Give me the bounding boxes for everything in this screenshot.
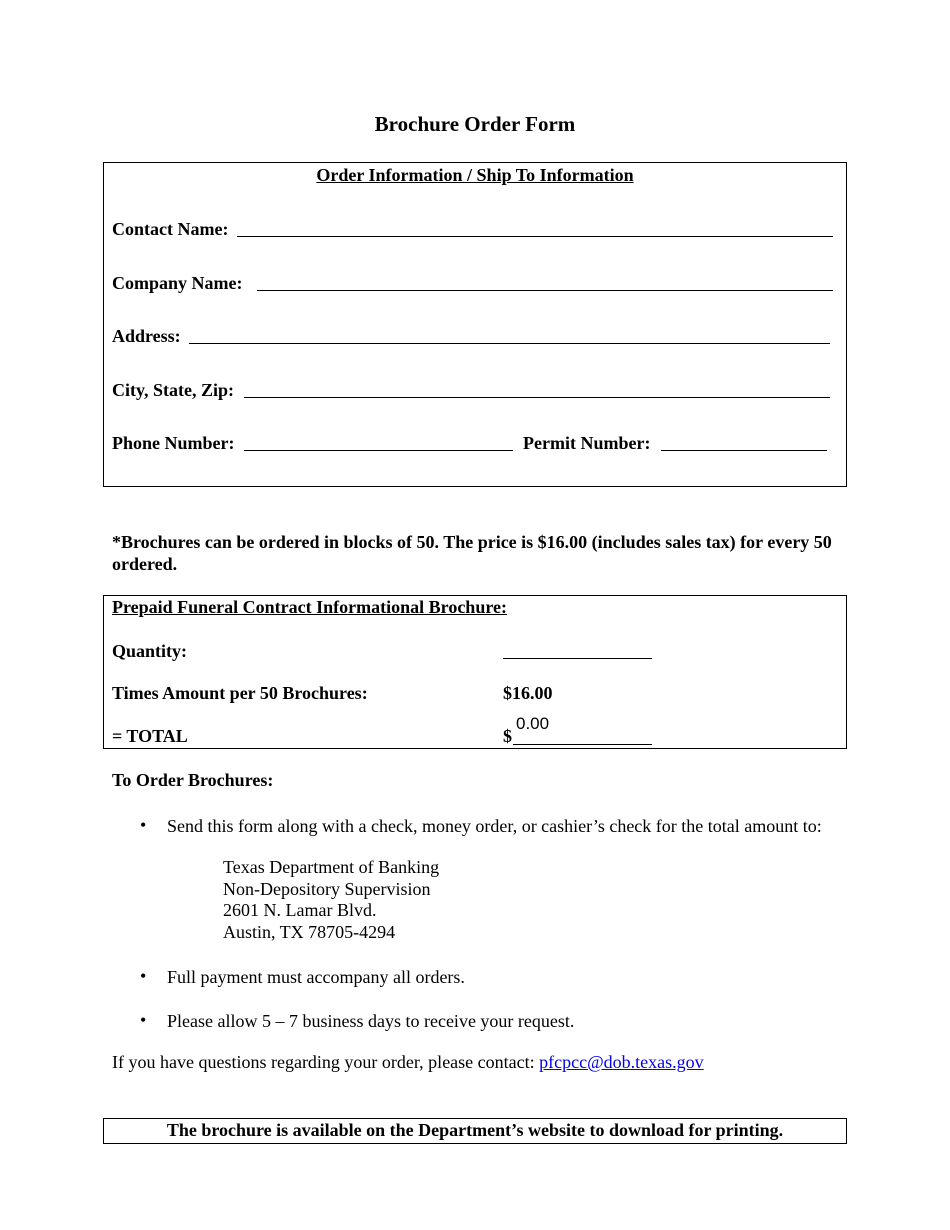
city-state-zip-label: City, State, Zip: — [112, 380, 235, 400]
contact-name-label: Contact Name: — [112, 219, 229, 239]
bullet-3: • — [140, 1010, 147, 1030]
order-info-heading: Order Information / Ship To Information — [316, 165, 634, 185]
contact-line — [112, 1052, 704, 1073]
address-line-1: Texas Department of Banking — [223, 857, 440, 877]
phone-number-field[interactable] — [244, 450, 513, 451]
address-line-3: 2601 N. Lamar Blvd. — [223, 900, 377, 920]
permit-number-label: Permit Number: — [523, 433, 651, 453]
company-name-label: Company Name: — [112, 273, 243, 293]
total-currency: $ — [503, 726, 512, 746]
total-field-line — [513, 744, 652, 745]
bullet-1: • — [140, 815, 147, 835]
contact-email-link[interactable]: pfcpcc@dob.texas.gov — [539, 1052, 704, 1072]
bullet-2-text: Full payment must accompany all orders. — [167, 967, 465, 987]
phone-number-label: Phone Number: — [112, 433, 235, 453]
price-note: *Brochures can be ordered in blocks of 50. The price is $16.00 (includes sales tax) for every 50 ordered. — [112, 532, 832, 574]
quantity-label: Quantity: — [112, 641, 188, 661]
address-field[interactable] — [189, 343, 830, 344]
brochure-calc-box — [103, 595, 847, 749]
bullet-2: • — [140, 966, 147, 986]
contact-text: If you have questions regarding your order, please contact: — [112, 1052, 535, 1072]
city-state-zip-field[interactable] — [244, 397, 830, 398]
brochure-heading: Prepaid Funeral Contract Informational Brochure: — [112, 597, 507, 617]
permit-number-field[interactable] — [661, 450, 827, 451]
address-label: Address: — [112, 326, 181, 346]
page-title: Brochure Order Form — [374, 112, 576, 136]
times-amount-label: Times Amount per 50 Brochures: — [112, 683, 368, 703]
total-label: = TOTAL — [112, 726, 188, 746]
to-order-heading: To Order Brochures: — [112, 770, 274, 790]
times-amount-value: $16.00 — [503, 683, 553, 703]
footer-note: The brochure is available on the Department’s website to download for printing. — [166, 1120, 784, 1140]
contact-name-field[interactable] — [237, 236, 833, 237]
quantity-field[interactable] — [503, 658, 652, 659]
bullet-1-text: Send this form along with a check, money order, or cashier’s check for the total amount to: — [167, 816, 822, 836]
address-line-4: Austin, TX 78705-4294 — [223, 922, 396, 942]
address-line-2: Non-Depository Supervision — [223, 879, 431, 899]
bullet-3-text: Please allow 5 – 7 business days to receive your request. — [167, 1011, 575, 1031]
company-name-field[interactable] — [257, 290, 833, 291]
total-field[interactable]: 0.00 — [516, 714, 550, 733]
